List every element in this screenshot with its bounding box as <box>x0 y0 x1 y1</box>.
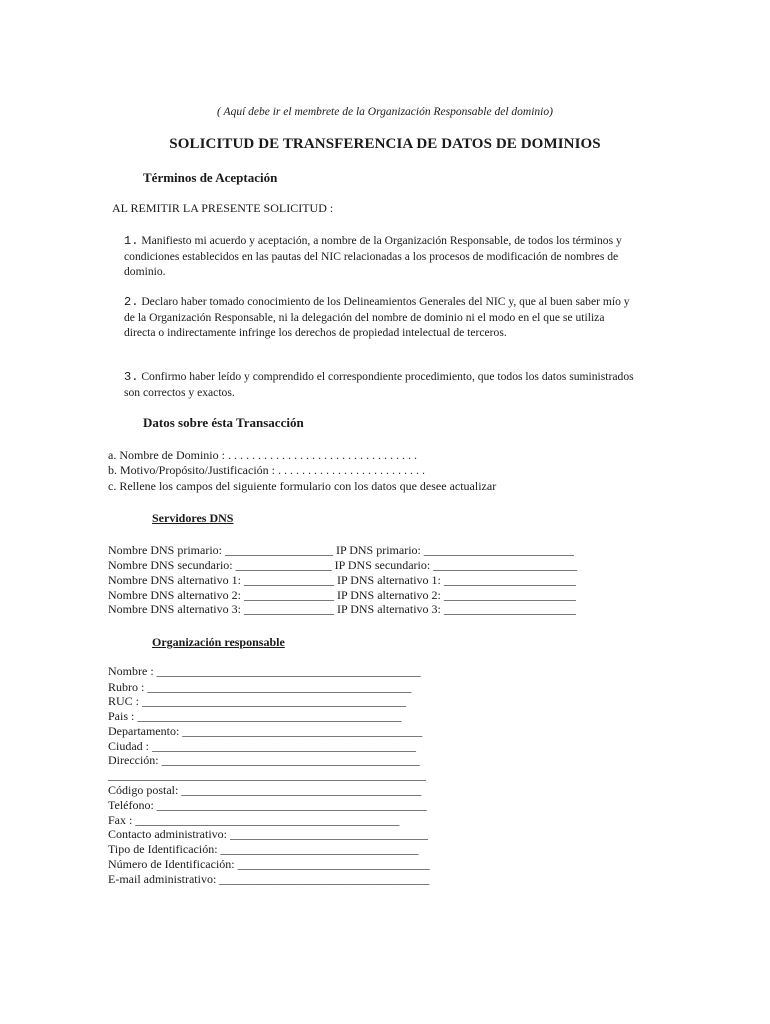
dns-name-field[interactable]: Nombre DNS alternativo 1: _______________ <box>108 573 334 587</box>
org-field-telefono[interactable]: Teléfono: _____________________________________________ <box>108 798 427 812</box>
terms-item-1 <box>124 233 634 279</box>
org-field-numero-identificacion[interactable]: Número de Identificación: ________________________________ <box>108 857 430 871</box>
org-field-direccion-2[interactable]: _____________________________________________________ <box>108 768 426 782</box>
dns-ip-field[interactable]: IP DNS secundario: ________________________ <box>334 558 578 572</box>
dns-name-field[interactable]: Nombre DNS alternativo 3: _______________ <box>108 602 334 616</box>
org-field-tipo-identificacion[interactable]: Tipo de Identificación: _________________________________ <box>108 842 419 856</box>
dns-row <box>108 573 576 588</box>
terms-item-number: 3. <box>124 370 139 384</box>
dns-row <box>108 588 576 603</box>
org-field-email[interactable]: E-mail administrativo: ___________________________________ <box>108 872 430 886</box>
transaction-heading: Datos sobre ésta Transacción <box>143 415 304 430</box>
org-field-pais[interactable]: Pais : ____________________________________________ <box>108 709 402 723</box>
reason-line: b. Motivo/Propósito/Justificación : . . . . . . . . . . . . . . . . . . . . . . . . . <box>108 463 425 477</box>
document-title: SOLICITUD DE TRANSFERENCIA DE DATOS DE DOMINIOS <box>169 136 601 152</box>
dns-heading: Servidores DNS <box>152 511 234 525</box>
terms-item-number: 2. <box>124 295 139 309</box>
letterhead-placeholder: ( Aquí debe ir el membrete de la Organización Responsable del dominio) <box>217 106 553 118</box>
dns-ip-field[interactable]: IP DNS alternativo 1: ______________________ <box>336 573 576 587</box>
org-field-rubro[interactable]: Rubro : ____________________________________________ <box>108 680 412 694</box>
terms-item-3 <box>124 369 634 400</box>
org-field-nombre[interactable]: Nombre : ____________________________________________ <box>108 664 421 678</box>
dns-name-field[interactable]: Nombre DNS secundario: ________________ <box>108 558 332 572</box>
org-field-codigo-postal[interactable]: Código postal: ________________________________________ <box>108 783 422 797</box>
dns-row <box>108 558 577 573</box>
terms-item-number: 1. <box>124 234 139 248</box>
dns-name-field[interactable]: Nombre DNS alternativo 2: _______________ <box>108 588 334 602</box>
dns-name-field[interactable]: Nombre DNS primario: __________________ <box>108 543 333 557</box>
org-field-ruc[interactable]: RUC : ____________________________________________ <box>108 694 407 708</box>
terms-heading: Términos de Aceptación <box>143 170 278 185</box>
dns-ip-field[interactable]: IP DNS alternativo 2: ______________________ <box>336 588 576 602</box>
terms-item-2 <box>124 294 634 340</box>
org-field-ciudad[interactable]: Ciudad : ____________________________________________ <box>108 739 416 753</box>
terms-item-text: Manifiesto mi acuerdo y aceptación, a nombre de la Organización Responsable, de todos los términos y condiciones establecidos en las pautas del NIC relacionadas a los procesos de modificación de nombres de dominio. <box>124 234 622 278</box>
org-heading: Organización responsable <box>152 635 285 649</box>
org-field-contacto[interactable]: Contacto administrativo: _________________________________ <box>108 827 428 841</box>
dns-row <box>108 543 574 558</box>
terms-intro: AL REMITIR LA PRESENTE SOLICITUD : <box>112 201 334 215</box>
dns-ip-field[interactable]: IP DNS primario: _________________________ <box>335 543 574 557</box>
org-field-fax[interactable]: Fax : ____________________________________________ <box>108 813 400 827</box>
dns-ip-field[interactable]: IP DNS alternativo 3: ______________________ <box>336 602 576 616</box>
domain-name-line: a. Nombre de Dominio : . . . . . . . . . . . . . . . . . . . . . . . . . . . . . . . . <box>108 448 417 462</box>
instructions-line: c. Rellene los campos del siguiente formulario con los datos que desee actualizar <box>108 479 497 493</box>
org-field-direccion[interactable]: Dirección: ___________________________________________ <box>108 753 420 767</box>
dns-row <box>108 602 576 617</box>
org-field-departamento[interactable]: Departamento: ________________________________________ <box>108 724 423 738</box>
terms-item-text: Declaro haber tomado conocimiento de los Delineamientos Generales del NIC y, que al buen saber mío y de la Organización Responsable, ni la delegación del nombre de dominio ni el modo en el que se utiliza directa o indirectamente infringe los derechos de propiedad intelectual de terceros. <box>124 295 630 339</box>
terms-item-text: Confirmo haber leído y comprendido el correspondiente procedimiento, que todos los datos suministrados son correctos y exactos. <box>124 370 634 399</box>
